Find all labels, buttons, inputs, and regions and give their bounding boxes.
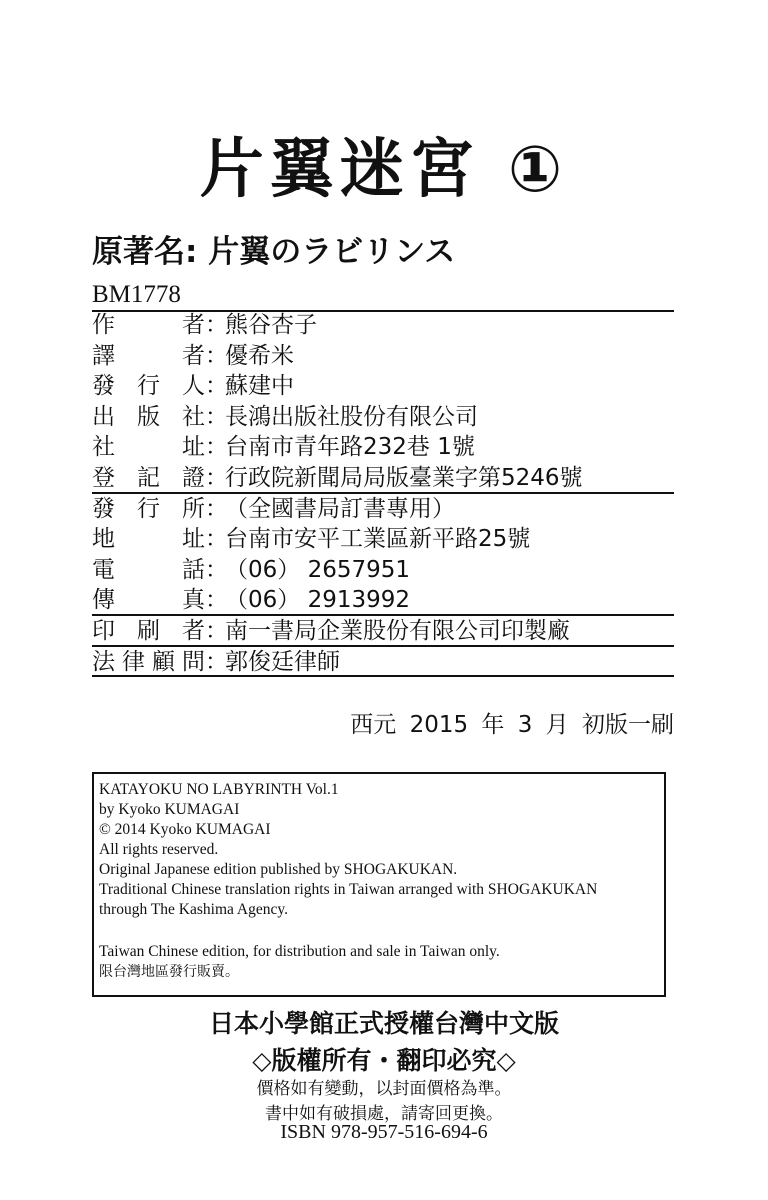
credit-row <box>92 555 674 586</box>
credit-label-char: 行 <box>137 373 160 400</box>
credit-label-char: 人 <box>182 373 205 400</box>
credit-label-char: 社 <box>92 434 115 461</box>
credit-value: 台南市安平工業區新平路25號 <box>225 526 531 553</box>
credit-label-char: 址 <box>182 434 205 461</box>
credit-label-char: 發 <box>92 373 115 400</box>
credit-colon: ： <box>205 312 228 338</box>
rights-line: © 2014 Kyoko KUMAGAI <box>99 821 271 838</box>
credit-row <box>92 494 674 525</box>
credit-value: 長鴻出版社股份有限公司 <box>225 403 478 430</box>
rights-line: Traditional Chinese translation rights in Taiwan arranged with SHOGAKUKAN <box>99 881 598 898</box>
credit-label <box>92 341 205 372</box>
credit-label-char: 問 <box>182 648 205 675</box>
credit-label-char: 登 <box>92 464 115 491</box>
credit-label <box>92 402 205 433</box>
credit-value: （全國書局訂書專用） <box>225 495 455 522</box>
credit-colon: ： <box>205 403 228 430</box>
isbn: ISBN 978-957-516-694-6 <box>280 1121 488 1143</box>
credit-colon: ： <box>205 617 228 644</box>
credit-colon: ： <box>205 526 228 553</box>
credit-label <box>92 371 205 402</box>
price-note: 價格如有變動，以封面價格為準。 <box>256 1079 512 1099</box>
credits-list <box>92 310 674 677</box>
book-code: BM1778 <box>92 280 674 312</box>
credit-label-char: 刷 <box>137 617 160 644</box>
credit-value: （06） 2913992 <box>225 587 411 614</box>
credit-label-char: 記 <box>137 464 160 491</box>
credit-colon: ： <box>205 495 228 522</box>
credit-colon: ： <box>205 587 228 614</box>
credit-label <box>92 432 205 463</box>
credit-colon: ： <box>205 373 228 400</box>
rights-line: through The Kashima Agency. <box>99 901 288 918</box>
distribution-note: Taiwan Chinese edition, for distribution and sale in Taiwan only. <box>99 943 500 960</box>
credit-label-char: 真 <box>182 587 205 614</box>
rights-line: KATAYOKU NO LABYRINTH Vol.1 <box>99 781 339 798</box>
rights-box <box>92 772 666 997</box>
credit-label <box>92 463 205 492</box>
credit-label-char: 出 <box>92 403 115 430</box>
rights-line: All rights reserved. <box>99 841 219 858</box>
credit-label-char: 社 <box>182 403 205 430</box>
rights-line: by Kyoko KUMAGAI <box>99 801 240 818</box>
credit-label-char: 版 <box>137 403 160 430</box>
credit-label-char: 話 <box>182 556 205 583</box>
credit-row <box>92 647 674 678</box>
credit-label <box>92 494 205 525</box>
damage-note: 書中如有破損處，請寄回更換。 <box>265 1104 503 1124</box>
credit-row <box>92 616 674 647</box>
credit-colon: ： <box>205 434 228 461</box>
credit-colon: ： <box>205 648 228 675</box>
credit-row <box>92 524 674 555</box>
credit-label-char: 法 <box>92 648 115 675</box>
credit-label-char: 所 <box>182 495 205 522</box>
credit-label-char: 址 <box>182 526 205 553</box>
credit-row <box>92 310 674 341</box>
credit-label <box>92 585 205 614</box>
credit-value: 台南市青年路232巷 1號 <box>225 434 475 461</box>
credit-label <box>92 555 205 586</box>
credit-row <box>92 402 674 433</box>
credit-label-char: 印 <box>92 617 115 644</box>
credit-row <box>92 463 674 494</box>
credit-value: 優希米 <box>225 342 294 369</box>
edition-date: 西元 2015 年 3 月 初版一刷 <box>350 712 674 738</box>
credit-value: 南一書局企業股份有限公司印製廠 <box>225 617 570 644</box>
credit-label-char: 者 <box>182 617 205 644</box>
credit-row <box>92 341 674 372</box>
credit-value: 行政院新聞局局版臺業字第5246號 <box>225 464 583 491</box>
credit-label-char: 顧 <box>152 648 175 675</box>
credit-colon: ： <box>205 556 228 583</box>
credit-label-char: 作 <box>92 312 115 338</box>
credit-label-char: 行 <box>137 495 160 522</box>
credit-label-char: 傳 <box>92 587 115 614</box>
rights-line: Original Japanese edition published by SHOGAKUKAN. <box>99 861 458 878</box>
credit-row <box>92 432 674 463</box>
license-statement: 日本小學館正式授權台灣中文版 <box>208 1009 559 1038</box>
credit-label <box>92 310 205 341</box>
credit-label-char: 者 <box>182 312 205 338</box>
credit-label <box>92 616 205 645</box>
credit-colon: ： <box>205 464 228 491</box>
credit-colon: ： <box>205 342 228 369</box>
book-title: 片翼迷宮 ① <box>199 133 569 207</box>
credit-label-char: 證 <box>182 464 205 491</box>
credit-row <box>92 371 674 402</box>
copyright-notice: ◇版權所有・翻印必究◇ <box>252 1046 516 1075</box>
credit-label-char: 律 <box>122 648 145 675</box>
credit-label-char: 發 <box>92 495 115 522</box>
credit-label <box>92 647 205 676</box>
original-title: 原著名: 片翼のラビリンス <box>92 234 456 270</box>
credit-label-char: 者 <box>182 342 205 369</box>
credit-label-char: 譯 <box>92 342 115 369</box>
credit-label-char: 電 <box>92 556 115 583</box>
credit-value: （06） 2657951 <box>225 556 411 583</box>
credit-value: 蘇建中 <box>225 373 294 400</box>
credit-label-char: 地 <box>92 526 115 553</box>
credit-value: 郭俊廷律師 <box>225 648 340 675</box>
credit-value: 熊谷杏子 <box>225 312 317 338</box>
distribution-note-cn: 限台灣地區發行販賣。 <box>99 964 239 980</box>
credit-row <box>92 585 674 616</box>
credit-label <box>92 524 205 555</box>
